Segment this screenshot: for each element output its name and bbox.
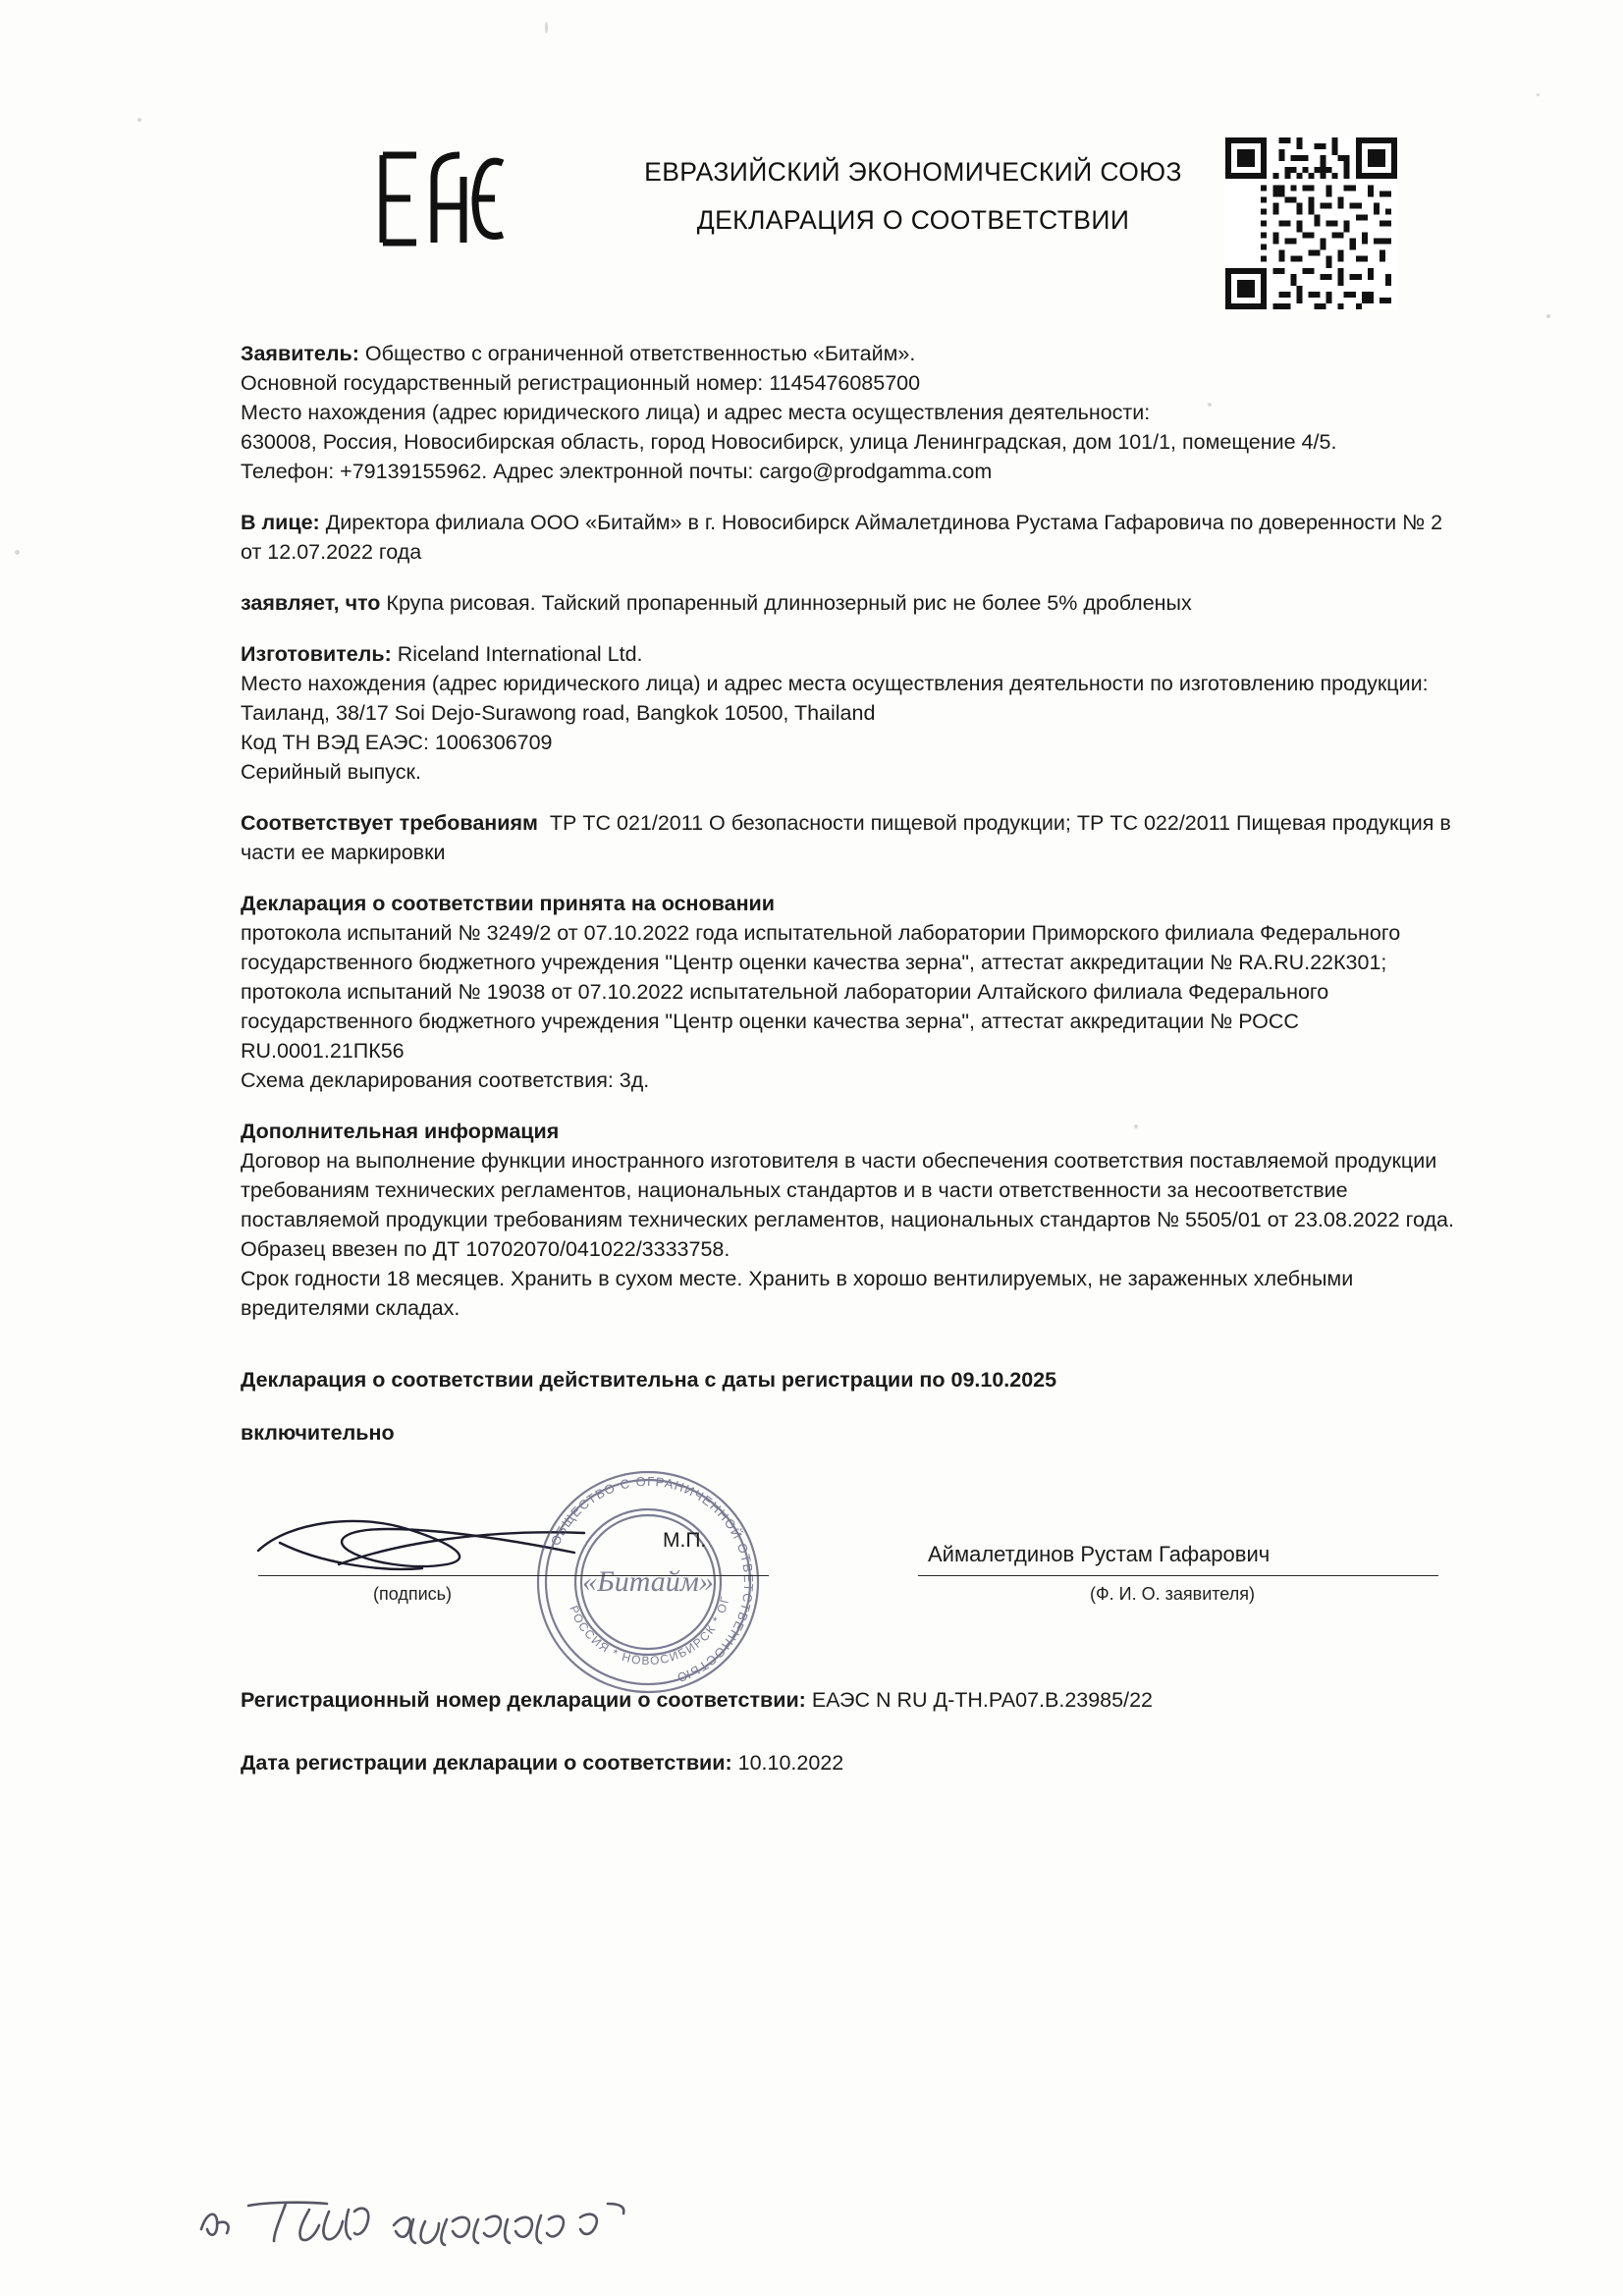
basis-header: Декларация о соответствии принята на основании (241, 892, 775, 915)
validity-line-2: включительно (241, 1420, 395, 1445)
scan-speck (1546, 314, 1550, 318)
conformity-block (241, 808, 1458, 867)
applicant-block (241, 339, 1458, 486)
manufacturer-block (241, 639, 1458, 787)
signer-name: Аймалетдинов Рустам Гафарович (928, 1542, 1271, 1566)
basis-block (241, 889, 1458, 1095)
basis-text: протокола испытаний № 3249/2 от 07.10.2022 года испытательной лаборатории Приморского филиала Федерального государственного бюджетного учреждения "Центр оценки качества зерна", аттестат аккредитации № RA.RU.22К301; протокола испытаний № 19038 от 07.10.2022 испытательной лаборатории Алтайского филиала Федерального государственного бюджетного учреждения "Центр оценки качества зерна", аттестат аккредитации № РОСС RU.0001.21ПК56 (241, 921, 1401, 1063)
registration-number-line (241, 1685, 1458, 1715)
applicant-contacts: Телефон: +79139155962. Адрес электронной почты: cargo@prodgamma.com (241, 460, 993, 483)
additional-block (241, 1117, 1458, 1323)
manufacturer-tnved: Код ТН ВЭД ЕАЭС: 1006306709 (241, 731, 553, 754)
manufacturer-address-value: Таиланд, 38/17 Soi Dejo-Surawong road, Bangkok 10500, Thailand (241, 701, 876, 725)
conformity-value: ТР ТС 021/2011 О безопасности пищевой продукции; ТР ТС 022/2011 Пищевая продукция в части ее маркировки (241, 811, 1451, 864)
scan-speck (15, 550, 20, 555)
validity-block (241, 1364, 1458, 1449)
manufacturer-series: Серийный выпуск. (241, 760, 421, 784)
applicant-address-value: 630008, Россия, Новосибирская область, город Новосибирск, улица Ленинградская, дом 101/1, помещение 4/5. (241, 430, 1337, 454)
handwritten-note (191, 2190, 938, 2259)
applicant-value: Общество с ограниченной ответственностью «Битайм». (364, 342, 916, 365)
manufacturer-address-label: Место нахождения (адрес юридического лица) и адрес места осуществления деятельности по изготовлению продукции: (241, 672, 1429, 695)
company-stamp (525, 1459, 771, 1705)
representative-label: В лице: (241, 511, 320, 534)
signature-caption-left: (подпись) (373, 1584, 453, 1604)
declares-label: заявляет, что (241, 591, 381, 615)
applicant-address-label: Место нахождения (адрес юридического лица) и адрес места осуществления деятельности: (241, 401, 1151, 424)
manufacturer-label: Изготовитель: (241, 642, 392, 666)
stamp-place-label: М.П. (663, 1529, 707, 1552)
representative-value: Директора филиала ООО «Битайм» в г. Новосибирск Аймалетдинова Рустама Гафаровича по доверенности № 2 от 12.07.2022 года (241, 511, 1443, 564)
declares-block (241, 588, 1458, 618)
additional-text: Договор на выполнение функции иностранного изготовителя в части обеспечения соответствия поставляемой продукции требованиям технических регламентов, национальных стандартов и в части ответственности за несоответствие поставляемой продукции требованиям технических регламентов, национальных стандартов № 5505/01 от 23.08.2022 года. Образец ввезен по ДТ 10702070/041022/3333758. (241, 1149, 1454, 1261)
scan-speck (137, 118, 141, 122)
svg-text:«Битайм»: «Битайм» (582, 1565, 714, 1598)
title-line-2: ДЕКЛАРАЦИЯ О СООТВЕТСТВИИ (696, 205, 1130, 235)
registration-date-value: 10.10.2022 (737, 1751, 844, 1775)
applicant-ogrn: Основной государственный регистрационный номер: 1145476085700 (241, 371, 921, 395)
svg-text:РОССИЯ * НОВОСИБИРСК * ОГ: РОССИЯ * НОВОСИБИРСК * ОГ (567, 1593, 732, 1668)
registration-date-line (241, 1748, 1458, 1777)
validity-line-1: Декларация о соответствии действительна с даты регистрации по 09.10.2025 (241, 1368, 1057, 1392)
representative-block (241, 508, 1458, 567)
conformity-label: Соответствует требованиям (241, 811, 538, 835)
additional-header: Дополнительная информация (241, 1120, 560, 1143)
qr-code (1225, 137, 1397, 309)
scan-speck (1537, 93, 1540, 96)
document-body (241, 339, 1458, 1777)
registration-date-label: Дата регистрации декларации о соответствии: (241, 1751, 732, 1775)
basis-scheme: Схема декларирования соответствия: 3д. (241, 1068, 650, 1092)
signature-area (241, 1469, 1458, 1686)
document-title (550, 157, 1276, 236)
applicant-label: Заявитель: (241, 342, 359, 365)
signature-caption-right: (Ф. И. О. заявителя) (1090, 1584, 1255, 1604)
eac-mark-icon (373, 147, 511, 250)
manufacturer-value: Riceland International Ltd. (397, 642, 643, 666)
scan-speck (545, 22, 548, 33)
additional-storage: Срок годности 18 месяцев. Хранить в сухом месте. Хранить в хорошо вентилируемых, не зараженных хлебными вредителями складах. (241, 1267, 1354, 1320)
registration-number-label: Регистрационный номер декларации о соответствии: (241, 1688, 806, 1712)
declares-value: Крупа рисовая. Тайский пропаренный длиннозерный рис не более 5% дробленых (386, 591, 1192, 615)
registration-number-value: ЕАЭС N RU Д-TH.РА07.В.23985/22 (811, 1688, 1153, 1712)
title-line-1: ЕВРАЗИЙСКИЙ ЭКОНОМИЧЕСКИЙ СОЮЗ (644, 157, 1182, 187)
signature-rule-right (918, 1575, 1438, 1576)
signature-rule-left (258, 1575, 769, 1576)
svg-text:ОБЩЕСТВО С ОГРАНИЧЕННОЙ ОТВЕТС: ОБЩЕСТВО С ОГРАНИЧЕННОЙ ОТВЕТСТВЕННОСТЬЮ (547, 1473, 757, 1686)
